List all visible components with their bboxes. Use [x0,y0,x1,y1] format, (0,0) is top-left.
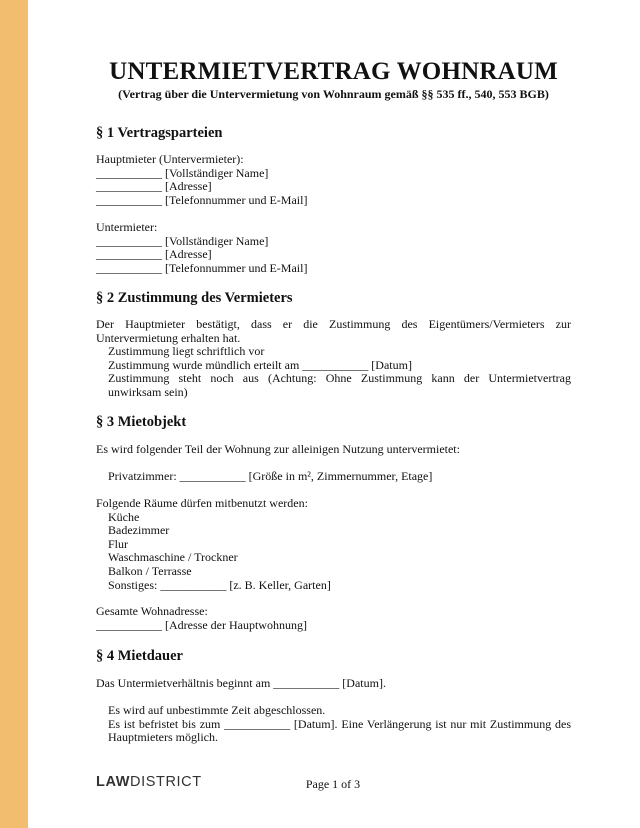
consent-option: Zustimmung steht noch aus (Achtung: Ohne Zustimmung kann der Untermietvertrag unwirksam sein) [108,371,571,399]
section-1-subtenant [96,221,571,275]
document-subtitle: (Vertrag über die Untervermietung von Wohnraum gemäß §§ 535 ff., 540, 553 BGB) [118,87,549,101]
main-tenant-line: ___________ [Vollständiger Name] [96,165,269,180]
full-address-label: Gesamte Wohnadresse: [96,604,208,618]
shared-room-item: Balkon / Terrasse [108,563,192,578]
subtenant-line: ___________ [Adresse] [96,247,212,262]
full-address [96,605,571,632]
section-4-heading: § 4 Mietdauer [96,648,183,664]
shared-room-item: Flur [108,536,129,551]
duration-option: Es ist befristet bis zum ___________ [Datum]. Eine Verlängerung ist nur mit Zustimmung des Hauptmieters möglich. [108,716,571,745]
page-number: Page 1 of 3 [305,777,361,791]
shared-rooms [96,497,571,592]
section-3-heading: § 3 Mietobjekt [96,414,187,430]
document-title: UNTERMIETVERTRAG WOHNRAUM [109,58,558,85]
section-2-body [96,318,571,400]
subtenant-line: ___________ [Vollständiger Name] [96,233,269,248]
consent-option: Zustimmung liegt schriftlich vor [108,344,265,359]
shared-room-item: Waschmaschine / Trockner [108,550,238,565]
private-room-line: Privatzimmer: ___________ [Größe in m², Zimmernummer, Etage] [108,469,433,483]
section-1-parties [96,153,571,207]
section-2-heading: § 2 Zustimmung des Vermieters [96,290,293,306]
side-accent-stripe [0,0,28,828]
duration-options [96,704,571,745]
subtenant-line: ___________ [Telefonnummer und E-Mail] [96,260,308,275]
shared-rooms-label: Folgende Räume dürfen mitbenutzt werden: [96,496,308,510]
lawdistrict-logo: LAWDISTRICT [96,774,202,790]
consent-option: Zustimmung wurde mündlich erteilt am ___________ [Datum] [108,357,412,372]
main-tenant-line: ___________ [Adresse] [96,179,212,194]
main-tenant-label: Hauptmieter (Untervermieter): [96,152,244,166]
shared-room-item: Badezimmer [108,523,170,538]
section-3-intro: Es wird folgender Teil der Wohnung zur alleinigen Nutzung untervermietet: [96,442,460,456]
shared-room-item: Sonstiges: ___________ [z. B. Keller, Garten] [108,577,331,592]
main-tenant-line: ___________ [Telefonnummer und E-Mail] [96,192,308,207]
shared-room-item: Küche [108,509,140,524]
rental-start: Das Untermietverhältnis beginnt am ___________ [Datum]. [96,676,386,690]
subtenant-label: Untermieter: [96,220,158,234]
duration-option: Es wird auf unbestimmte Zeit abgeschlossen. [108,703,326,717]
consent-text: Der Hauptmieter bestätigt, dass er die Zustimmung des Eigentümers/Vermieters zur Untervermietung erhalten hat. [96,317,571,345]
full-address-line: ___________ [Adresse der Hauptwohnung] [96,617,307,632]
section-1-heading: § 1 Vertragsparteien [96,125,223,141]
